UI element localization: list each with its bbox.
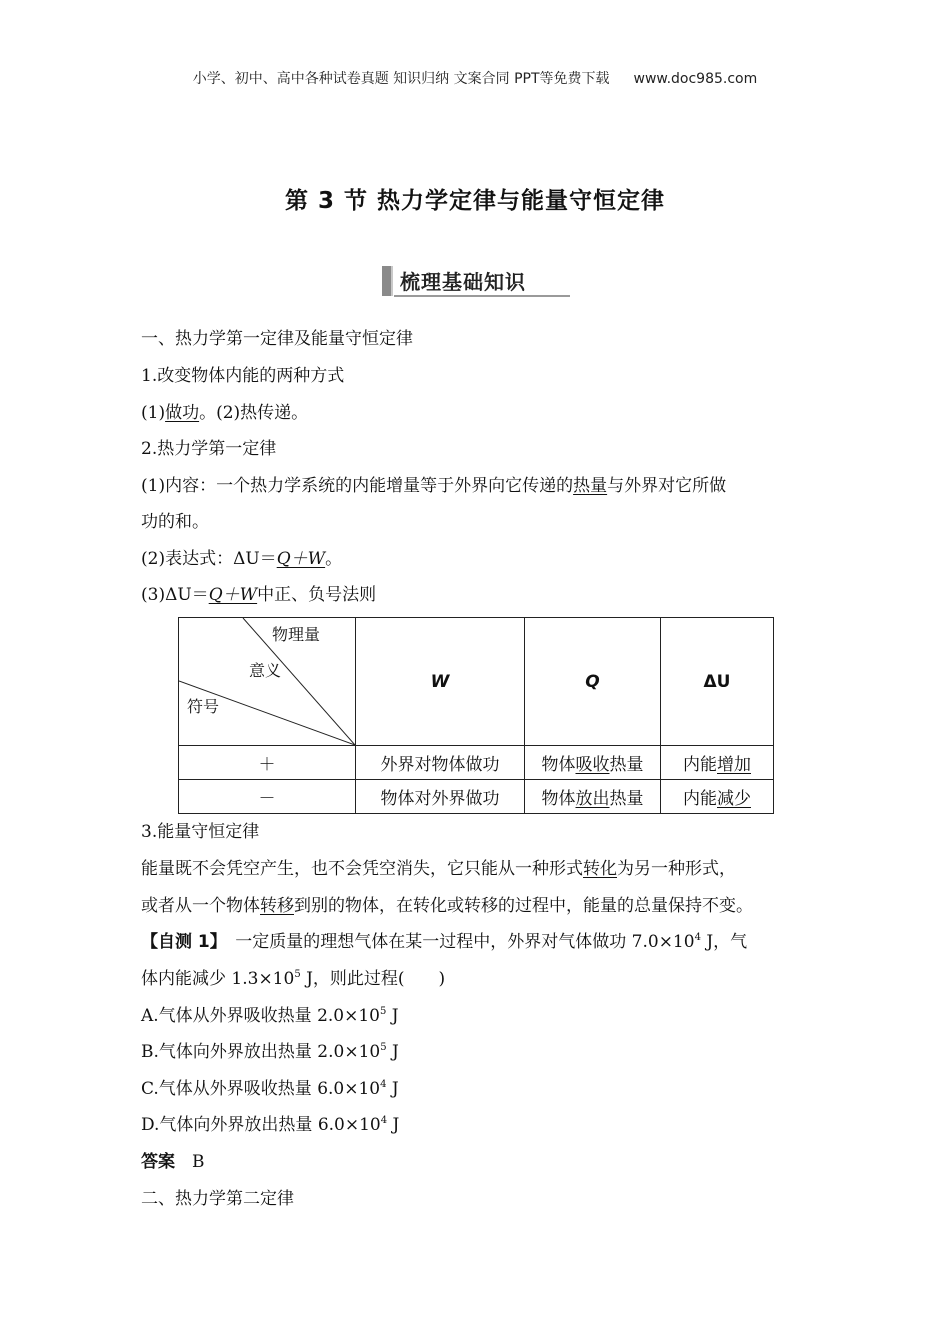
sub2-heading: 2.热力学第一定律	[141, 439, 277, 459]
table-row	[179, 780, 774, 814]
blank-answer: Q＋W	[276, 549, 326, 569]
header-du-label: ΔU	[703, 671, 731, 692]
header-w: W	[356, 618, 525, 746]
banner-bar	[382, 266, 393, 296]
du-cell: 内能增加	[661, 746, 774, 780]
sign-cell: －	[179, 780, 356, 814]
quiz-answer	[141, 1151, 205, 1173]
content-line-1: (1)内容：一个热力学系统的内能增量等于外界向它传递的热量与外界对它所做	[141, 476, 727, 496]
sign-cell: ＋	[179, 746, 356, 780]
sign-rule-table	[178, 617, 774, 814]
blank-answer: 吸收	[575, 755, 610, 775]
corner-label-sign: 符号	[187, 697, 220, 716]
header-du	[661, 618, 774, 746]
quiz-question-line-1: 【自测 1】 一定质量的理想气体在某一过程中，外界对气体做功 $7.0\times 10^4$ J，气	[141, 932, 748, 952]
quiz-label: 【自测 1】	[141, 932, 219, 952]
header-q: Q	[525, 618, 661, 746]
answer-value: B	[192, 1152, 205, 1172]
w-cell: 外界对物体做功	[356, 746, 525, 780]
q-cell: 物体放出热量	[525, 780, 661, 814]
banner-underline	[394, 295, 570, 297]
page-header	[0, 68, 950, 88]
quiz-option-a: A.气体从外界吸收热量 $2.0\times 10^5$ J	[141, 1006, 399, 1026]
part1-heading: 一、热力学第一定律及能量守恒定律	[141, 329, 413, 349]
blank-answer: 做功	[165, 403, 200, 423]
blank-answer: 增加	[717, 755, 751, 775]
blank-answer: 热量	[573, 476, 608, 496]
section-banner-label: 梳理基础知识	[400, 270, 526, 294]
conservation-line-2: 或者从一个物体转移到别的物体，在转化或转移的过程中，能量的总量保持不变。	[141, 896, 753, 916]
table-row	[179, 746, 774, 780]
blank-answer: 转移	[260, 896, 294, 916]
table-header-row	[179, 618, 774, 746]
conservation-line-1: 能量既不会凭空产生，也不会凭空消失，它只能从一种形式转化为另一种形式，	[141, 859, 736, 879]
corner-label-quantity: 物理量	[272, 625, 321, 644]
corner-label-meaning: 意义	[249, 661, 282, 680]
diagonal-lines	[179, 618, 355, 745]
part2-heading: 二、热力学第二定律	[141, 1189, 294, 1209]
sub1-line: (1)做功。(2)热传递。	[141, 403, 309, 423]
q-cell: 物体吸收热量	[525, 746, 661, 780]
quiz-question-line-2: 体内能减少 $1.3\times 10^5$ J，则此过程( )	[141, 969, 446, 989]
part3-heading: 3.能量守恒定律	[141, 822, 260, 842]
table-corner-cell	[179, 618, 356, 746]
content-line-2: 功的和。	[141, 512, 209, 532]
blank-answer: 放出	[575, 789, 610, 809]
expression-line: (2)表达式：ΔU＝Q＋W。	[141, 549, 343, 569]
blank-answer: 减少	[717, 789, 751, 809]
header-url[interactable]: www.doc985.com	[633, 71, 758, 87]
sign-rule-line: (3)ΔU＝Q＋W中正、负号法则	[141, 585, 377, 605]
quiz-option-c: C.气体从外界吸收热量 $6.0\times 10^4$ J	[141, 1079, 399, 1099]
page-title: 第 3 节 热力学定律与能量守恒定律	[284, 188, 666, 214]
blank-answer: Q＋W	[208, 585, 258, 605]
quiz-option-d: D.气体向外界放出热量 $6.0\times 10^4$ J	[141, 1115, 400, 1135]
sub1-heading: 1.改变物体内能的两种方式	[141, 366, 345, 386]
w-cell: 物体对外界做功	[356, 780, 525, 814]
quiz-option-b: B.气体向外界放出热量 $2.0\times 10^5$ J	[141, 1042, 399, 1062]
header-banner-text: 小学、初中、高中各种试卷真题 知识归纳 文案合同 PPT等免费下载	[192, 71, 610, 87]
blank-answer: 转化	[583, 859, 617, 879]
section-banner	[382, 264, 570, 298]
du-cell: 内能减少	[661, 780, 774, 814]
answer-label: 答案	[141, 1152, 175, 1172]
